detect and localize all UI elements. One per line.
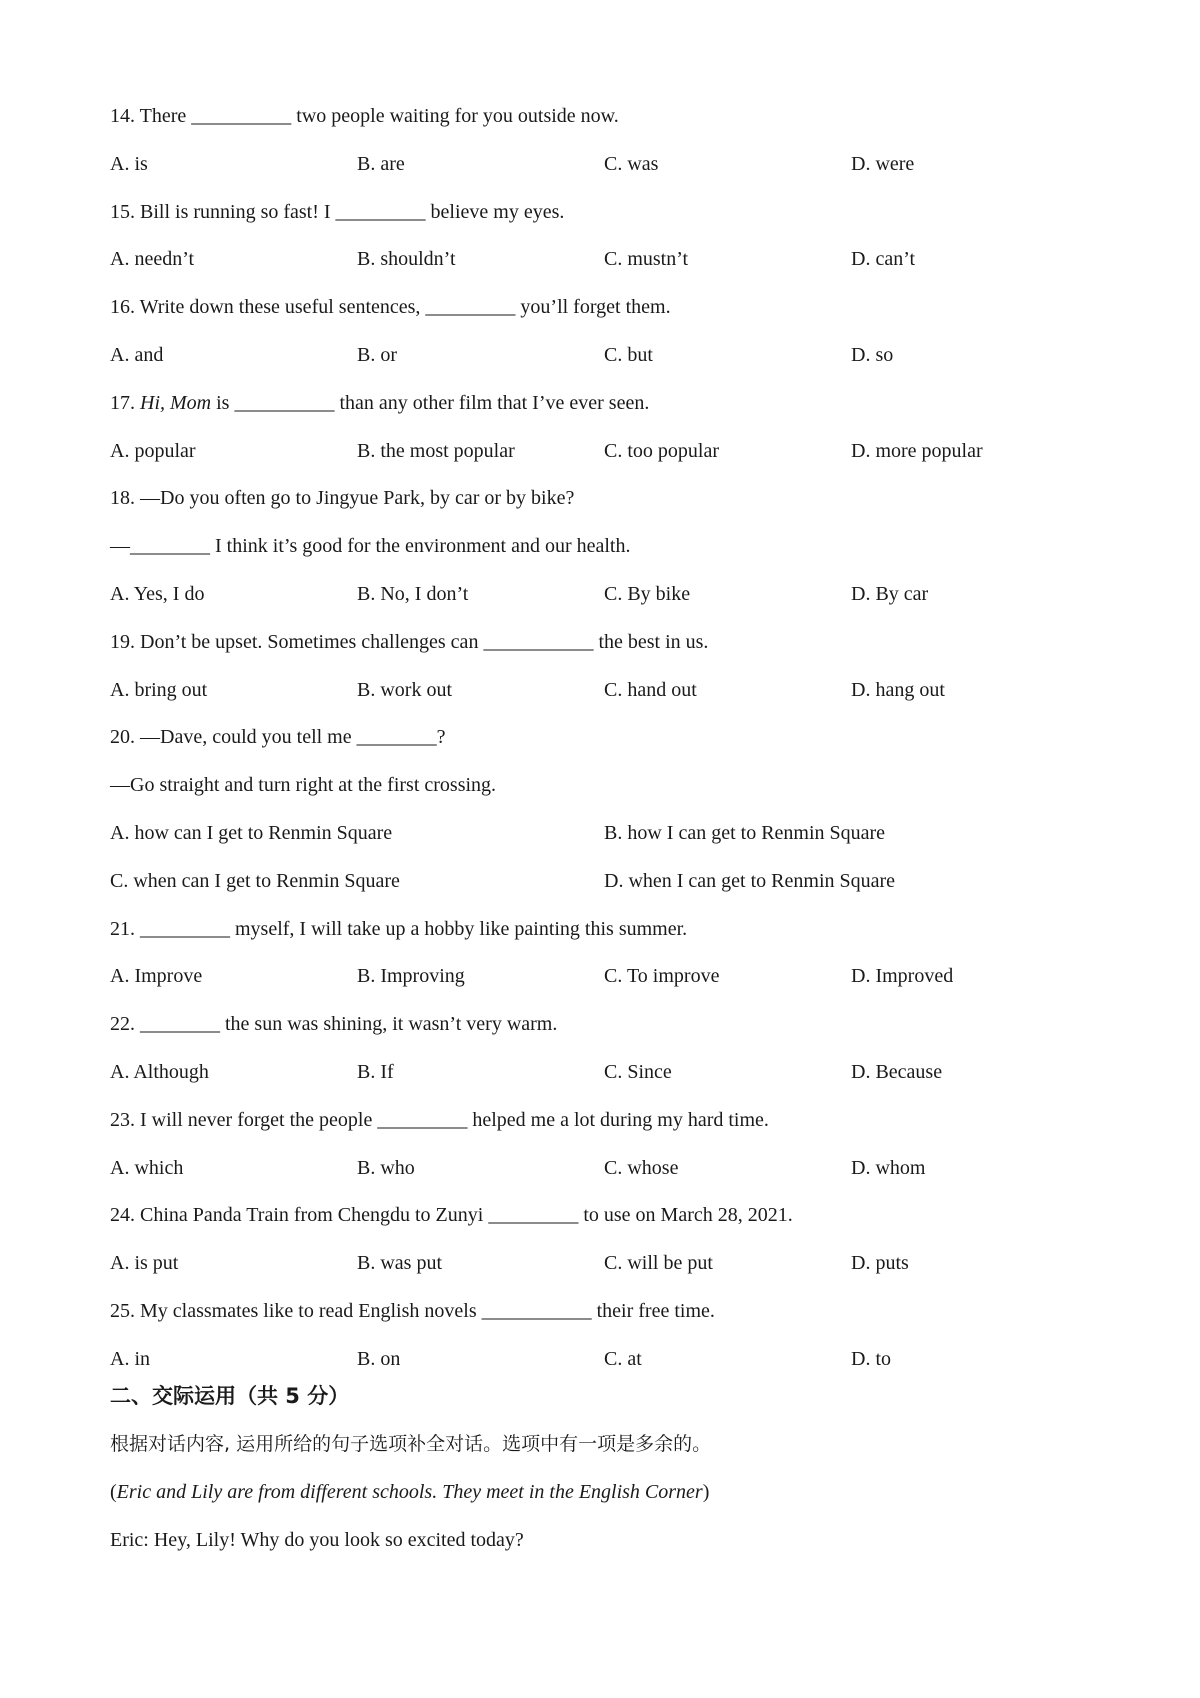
option-c[interactable]: C. Since xyxy=(604,1061,672,1083)
option-b[interactable]: B. how I can get to Renmin Square xyxy=(604,822,886,844)
section-instruction: 根据对话内容, 运用所给的句子选项补全对话。选项中有一项是多余的。 xyxy=(110,1433,712,1455)
question-stem: 20. —Dave, could you tell me ________? xyxy=(110,726,446,749)
option-c[interactable]: C. whose xyxy=(604,1156,679,1179)
option-c[interactable]: C. mustn’t xyxy=(604,248,689,271)
option-b[interactable]: B. on xyxy=(357,1347,401,1370)
question-stem: 17. Hi, Mom is __________ than any other film that I’ve ever seen. xyxy=(110,391,650,414)
option-d[interactable]: D. so xyxy=(851,344,894,366)
option-c[interactable]: C. was xyxy=(604,152,659,175)
option-a[interactable]: A. is put xyxy=(110,1252,179,1275)
option-b[interactable]: B. work out xyxy=(357,678,452,701)
option-b[interactable]: B. If xyxy=(357,1061,394,1083)
option-a[interactable]: A. Improve xyxy=(110,965,203,988)
option-c[interactable]: C. too popular xyxy=(604,439,719,462)
question-reply: —________ I think it’s good for the environment and our health. xyxy=(110,535,631,558)
question-stem: 25. My classmates like to read English novels ___________ their free time. xyxy=(110,1300,715,1322)
option-a[interactable]: A. Yes, I do xyxy=(110,583,205,605)
option-a[interactable]: A. is xyxy=(110,152,148,175)
option-b[interactable]: B. or xyxy=(357,344,397,366)
question-stem: 18. —Do you often go to Jingyue Park, by car or by bike? xyxy=(110,487,575,510)
option-a[interactable]: A. popular xyxy=(110,439,196,462)
option-a[interactable]: A. how can I get to Renmin Square xyxy=(110,822,393,844)
scene-description: (Eric and Lily are from different schools. They meet in the English Corner) xyxy=(110,1481,710,1503)
option-b[interactable]: B. was put xyxy=(357,1252,442,1275)
question-stem: 15. Bill is running so fast! I _________ believe my eyes. xyxy=(110,200,565,223)
option-d[interactable]: D. whom xyxy=(851,1156,926,1179)
option-c[interactable]: C. when can I get to Renmin Square xyxy=(110,869,400,892)
option-b[interactable]: B. are xyxy=(357,152,405,175)
option-d[interactable]: D. can’t xyxy=(851,248,916,271)
question-stem: 14. There __________ two people waiting for you outside now. xyxy=(110,105,619,127)
question-stem: 23. I will never forget the people _________ helped me a lot during my hard time. xyxy=(110,1108,769,1131)
option-c[interactable]: C. at xyxy=(604,1347,642,1370)
question-stem: 22. ________ the sun was shining, it wasn’t very warm. xyxy=(110,1013,558,1036)
option-a[interactable]: A. bring out xyxy=(110,678,208,701)
option-d[interactable]: D. hang out xyxy=(851,678,945,701)
option-a[interactable]: A. and xyxy=(110,344,164,366)
option-b[interactable]: B. the most popular xyxy=(357,439,515,462)
option-b[interactable]: B. No, I don’t xyxy=(357,583,469,605)
option-d[interactable]: D. to xyxy=(851,1347,891,1370)
scene-text: Eric and Lily are from different schools. They meet in the English Corner xyxy=(116,1481,703,1503)
section-heading: 二、交际运用（共 5 分） xyxy=(110,1384,350,1408)
option-a[interactable]: A. Although xyxy=(110,1061,209,1083)
option-b[interactable]: B. who xyxy=(357,1156,415,1179)
question-reply: —Go straight and turn right at the first crossing. xyxy=(110,774,497,797)
option-d[interactable]: D. were xyxy=(851,152,915,175)
option-d[interactable]: D. Because xyxy=(851,1061,943,1083)
question-stem: 19. Don’t be upset. Sometimes challenges can ___________ the best in us. xyxy=(110,630,709,653)
option-c[interactable]: C. hand out xyxy=(604,678,697,701)
option-d[interactable]: D. more popular xyxy=(851,439,983,462)
option-a[interactable]: A. which xyxy=(110,1156,184,1179)
question-stem: 24. China Panda Train from Chengdu to Zunyi _________ to use on March 28, 2021. xyxy=(110,1204,793,1227)
option-d[interactable]: D. Improved xyxy=(851,965,954,988)
option-c[interactable]: C. will be put xyxy=(604,1252,713,1275)
dialogue-line: Eric: Hey, Lily! Why do you look so excited today? xyxy=(110,1529,524,1551)
option-a[interactable]: A. needn’t xyxy=(110,248,195,271)
option-b[interactable]: B. shouldn’t xyxy=(357,248,456,271)
question-stem: 21. _________ myself, I will take up a hobby like painting this summer. xyxy=(110,917,688,940)
option-c[interactable]: C. By bike xyxy=(604,583,691,605)
option-d[interactable]: D. By car xyxy=(851,583,929,605)
option-c[interactable]: C. but xyxy=(604,344,653,366)
option-d[interactable]: D. puts xyxy=(851,1252,909,1275)
option-b[interactable]: B. Improving xyxy=(357,965,465,988)
option-a[interactable]: A. in xyxy=(110,1347,150,1370)
question-stem: 16. Write down these useful sentences, _________ you’ll forget them. xyxy=(110,296,671,319)
option-d[interactable]: D. when I can get to Renmin Square xyxy=(604,869,896,892)
option-c[interactable]: C. To improve xyxy=(604,965,720,988)
